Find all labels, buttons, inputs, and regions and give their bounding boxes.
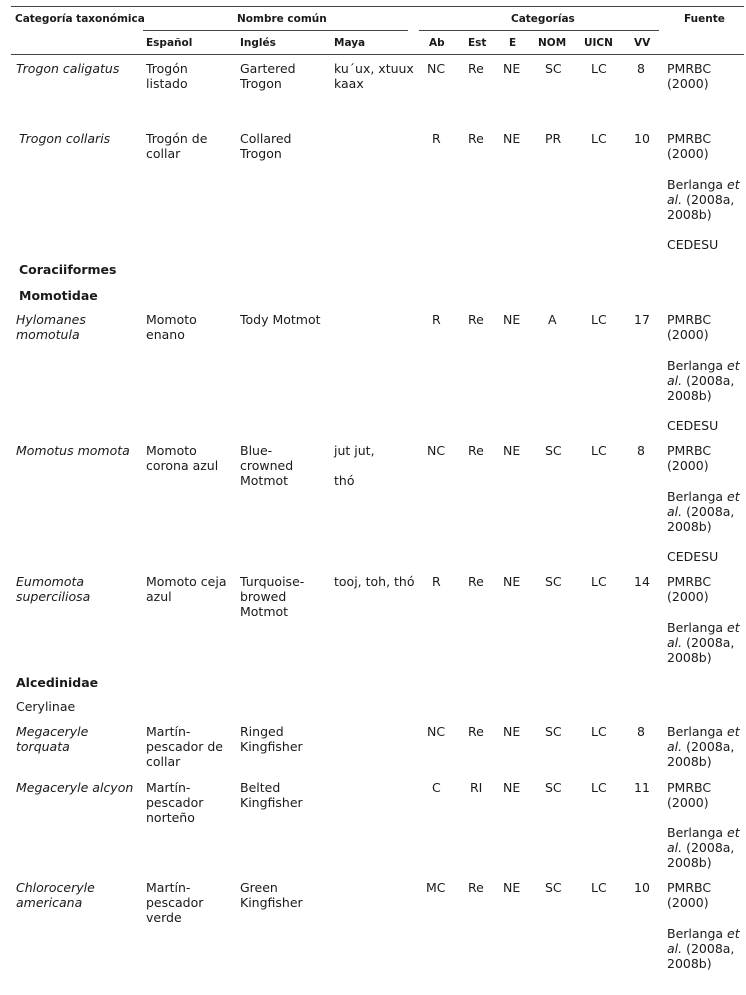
english-name: Tody Motmot: [240, 312, 321, 327]
scientific-name: Hylomanes momotula: [16, 312, 86, 342]
spanish-name: Martín- pescador verde: [146, 880, 204, 925]
source-pmrbc: PMRBC (2000): [667, 312, 712, 342]
header-maya: Maya: [334, 37, 366, 49]
family-heading: Alcedinidae: [16, 675, 99, 690]
source-pmrbc: PMRBC (2000): [667, 61, 712, 91]
uicn-value: LC: [591, 880, 607, 895]
header-categorias: Categorías: [511, 13, 575, 25]
e-value: NE: [503, 724, 521, 739]
ab-value: NC: [427, 61, 446, 76]
source-berlanga: Berlanga et al. (2008a, 2008b): [667, 177, 740, 222]
uicn-value: LC: [591, 724, 607, 739]
header-uicn: UICN: [584, 37, 613, 49]
header-nombre-comun: Nombre común: [237, 13, 327, 25]
est-value: Re: [468, 574, 484, 589]
maya-name: tooj, toh, thó: [334, 574, 415, 589]
ab-value: NC: [427, 724, 446, 739]
family-heading: Momotidae: [19, 288, 98, 303]
est-value: RI: [470, 780, 483, 795]
spanish-name: Trogón listado: [146, 61, 188, 91]
spanish-name: Momoto enano: [146, 312, 197, 342]
maya-name: jut jut,: [334, 443, 375, 458]
ab-value: MC: [426, 880, 446, 895]
est-value: Re: [468, 443, 484, 458]
header-fuente: Fuente: [684, 13, 725, 25]
spanish-name: Trogón de collar: [146, 131, 208, 161]
scientific-name: Eumomota superciliosa: [16, 574, 91, 604]
est-value: Re: [468, 312, 484, 327]
spanish-name: Momoto ceja azul: [146, 574, 227, 604]
source-pmrbc: PMRBC (2000): [667, 131, 712, 161]
vv-value: 17: [634, 312, 650, 327]
header-ingles: Inglés: [240, 37, 276, 49]
uicn-value: LC: [591, 131, 607, 146]
source-berlanga: Berlanga et al. (2008a, 2008b): [667, 489, 740, 534]
nom-value: PR: [545, 131, 562, 146]
nom-value: SC: [545, 724, 562, 739]
scientific-name: Trogon collaris: [19, 131, 111, 146]
nom-value: SC: [545, 574, 562, 589]
source-cedesu: CEDESU: [667, 418, 719, 433]
est-value: Re: [468, 880, 484, 895]
uicn-value: LC: [591, 443, 607, 458]
source-berlanga: Berlanga et al. (2008a, 2008b): [667, 620, 740, 665]
spanish-name: Martín- pescador norteño: [146, 780, 204, 825]
ab-value: NC: [427, 443, 446, 458]
e-value: NE: [503, 574, 521, 589]
vv-value: 8: [637, 443, 645, 458]
header-e: E: [509, 37, 517, 49]
e-value: NE: [503, 780, 521, 795]
est-value: Re: [468, 131, 484, 146]
est-value: Re: [468, 61, 484, 76]
header-nom: NOM: [538, 37, 567, 49]
uicn-value: LC: [591, 61, 607, 76]
vv-value: 10: [634, 880, 650, 895]
nom-value: SC: [545, 880, 562, 895]
scientific-name: Megaceryle alcyon: [16, 780, 134, 795]
spanish-name: Martín- pescador de collar: [146, 724, 223, 769]
header-divider-categorias: [419, 30, 659, 31]
source-pmrbc: PMRBC (2000): [667, 443, 712, 473]
nom-value: SC: [545, 443, 562, 458]
nom-value: SC: [545, 780, 562, 795]
header-est: Est: [468, 37, 487, 49]
source-berlanga: Berlanga et al. (2008a, 2008b): [667, 825, 740, 870]
maya-name: ku´ux, xtuux kaax: [334, 61, 414, 91]
english-name: Green Kingfisher: [240, 880, 303, 910]
header-espanol: Español: [146, 37, 193, 49]
source-pmrbc: PMRBC (2000): [667, 780, 712, 810]
vv-value: 14: [634, 574, 650, 589]
ab-value: R: [432, 131, 441, 146]
scientific-name: Megaceryle torquata: [16, 724, 89, 754]
english-name: Ringed Kingfisher: [240, 724, 303, 754]
uicn-value: LC: [591, 574, 607, 589]
vv-value: 8: [637, 724, 645, 739]
ab-value: C: [432, 780, 441, 795]
english-name: Gartered Trogon: [240, 61, 296, 91]
source-pmrbc: PMRBC (2000): [667, 574, 712, 604]
english-name: Turquoise- browed Motmot: [240, 574, 305, 619]
english-name: Collared Trogon: [240, 131, 292, 161]
english-name: Belted Kingfisher: [240, 780, 303, 810]
scientific-name: Trogon caligatus: [16, 61, 120, 76]
header-vv: VV: [634, 37, 651, 49]
scientific-name: Chloroceryle americana: [16, 880, 95, 910]
source-cedesu: CEDESU: [667, 549, 719, 564]
ab-value: R: [432, 574, 441, 589]
source-cedesu: CEDESU: [667, 237, 719, 252]
e-value: NE: [503, 131, 521, 146]
scientific-name: Momotus momota: [16, 443, 130, 458]
vv-value: 8: [637, 61, 645, 76]
nom-value: A: [548, 312, 557, 327]
top-rule: [11, 6, 744, 7]
spanish-name: Momoto corona azul: [146, 443, 219, 473]
source-berlanga: Berlanga et al. (2008a, 2008b): [667, 926, 740, 971]
uicn-value: LC: [591, 780, 607, 795]
e-value: NE: [503, 61, 521, 76]
source-berlanga: Berlanga et al. (2008a, 2008b): [667, 724, 740, 769]
e-value: NE: [503, 443, 521, 458]
header-bottom-rule: [11, 54, 744, 55]
e-value: NE: [503, 312, 521, 327]
header-divider-nombre-comun: [143, 30, 408, 31]
vv-value: 10: [634, 131, 650, 146]
source-berlanga: Berlanga et al. (2008a, 2008b): [667, 358, 740, 403]
ab-value: R: [432, 312, 441, 327]
header-categoria-taxonomica: Categoría taxonómica: [15, 13, 145, 25]
maya-name: thó: [334, 473, 355, 488]
english-name: Blue- crowned Motmot: [240, 443, 294, 488]
e-value: NE: [503, 880, 521, 895]
header-ab: Ab: [429, 37, 445, 49]
nom-value: SC: [545, 61, 562, 76]
subfamily-heading: Cerylinae: [16, 699, 76, 714]
est-value: Re: [468, 724, 484, 739]
uicn-value: LC: [591, 312, 607, 327]
vv-value: 11: [634, 780, 650, 795]
source-pmrbc: PMRBC (2000): [667, 880, 712, 910]
order-heading: Coraciiformes: [19, 262, 117, 277]
